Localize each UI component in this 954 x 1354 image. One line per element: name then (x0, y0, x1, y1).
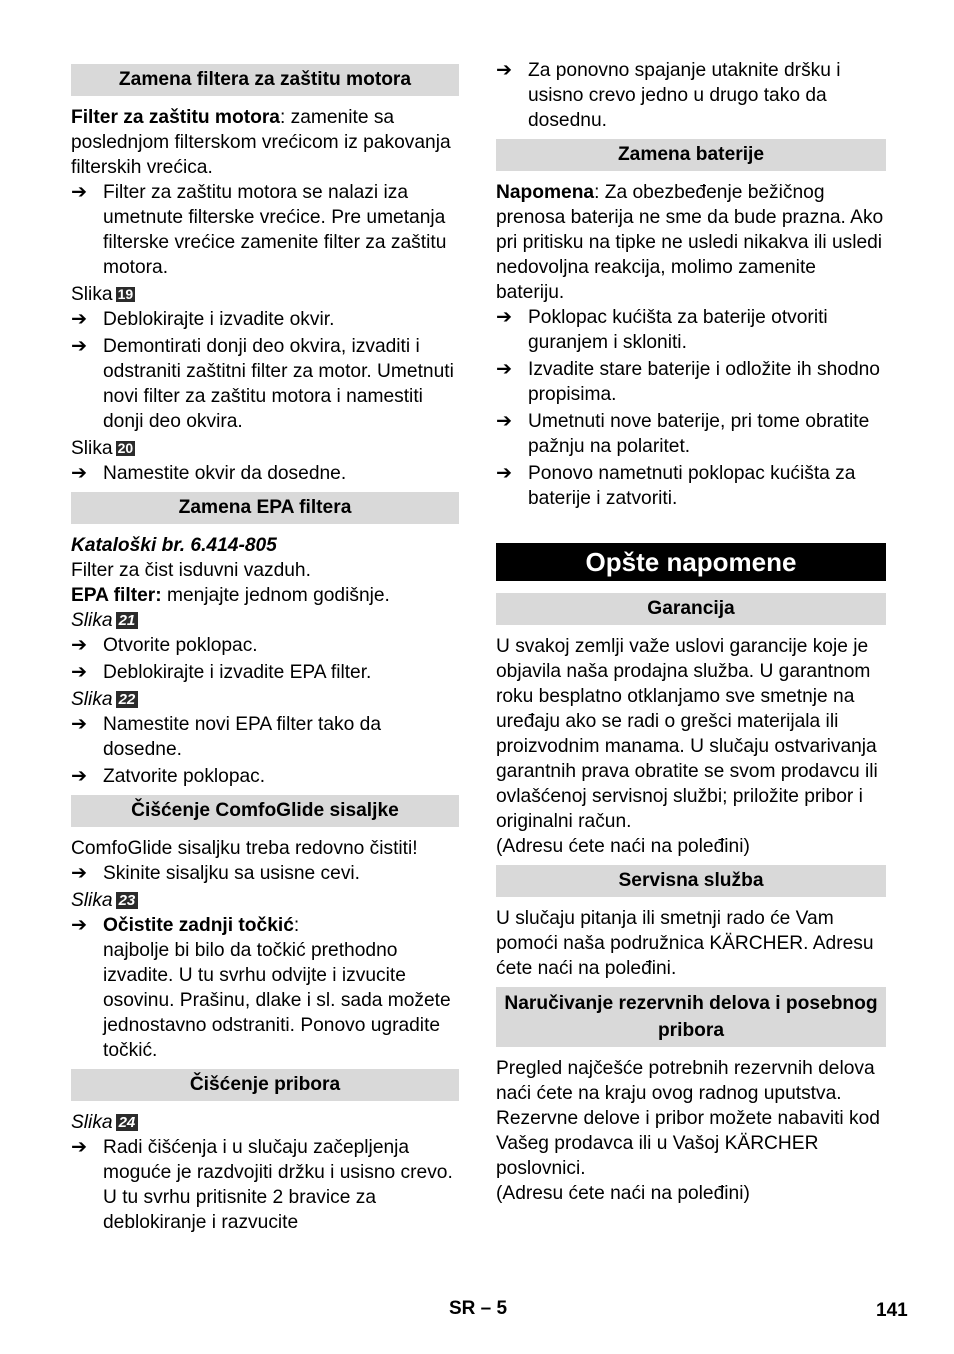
arrow-icon: ➔ (71, 662, 88, 683)
footer-language-page: SR – 5 (449, 1298, 508, 1319)
arrow-icon: ➔ (71, 635, 88, 656)
arrow-icon: ➔ (71, 714, 88, 735)
paragraph: U slučaju pitanja ili smetnji rado će Vam pomoći naša podružnica KÄRCHER. Adresu ćete naći na poleđini. (496, 908, 874, 979)
left-column (71, 58, 459, 1237)
paragraph: EPA filter: menjajte jednom godišnje. (71, 585, 390, 606)
list-item: ➔ Umetnuti nove baterije, pri tome obratite pažnju na polaritet. (496, 411, 870, 457)
list-item: ➔ Skinite sisaljku sa usisne cevi. (71, 863, 361, 884)
figure-number: 23 (116, 892, 139, 909)
paragraph: Napomena: Za obezbeđenje bežičnog prenosa baterija ne sme da bude prazna. Ako pri pritisku na tipke ne usledi nikakva ili usledi nedovoljna reakcija, molimo zamenite bateriju. (496, 182, 884, 303)
list-item: ➔ Radi čišćenja i u slučaju začepljenja moguće je razdvojiti držku i usisno crevo. U tu svrhu pritisnite 2 bravice za deblokiranje i razvucite (71, 1137, 453, 1233)
figure-number: 21 (116, 612, 139, 629)
paragraph: Filter za čist isduvni vazduh. (71, 560, 311, 581)
figure-number: 22 (116, 691, 139, 708)
footer-page-number: 141 (876, 1300, 908, 1321)
arrow-icon: ➔ (496, 463, 513, 484)
heading-battery: Zamena baterije (496, 139, 886, 171)
arrow-icon: ➔ (71, 915, 88, 936)
list-item: ➔ Za ponovno spajanje utaknite dršku i usisno crevo jedno u drugo tako da dosednu. (496, 60, 841, 131)
heading-service: Servisna služba (496, 865, 886, 897)
section-title-general-notes: Opšte napomene (496, 543, 886, 581)
arrow-icon: ➔ (71, 863, 88, 884)
heading-epa-filter: Zamena EPA filtera (71, 492, 459, 524)
paragraph: Pregled najčešće potrebnih rezervnih delova naći ćete na kraju ovog radnog uputstva. (496, 1058, 875, 1104)
list-item: ➔ Poklopac kućišta za baterije otvoriti guranjem i skloniti. (496, 307, 828, 353)
arrow-icon: ➔ (496, 411, 513, 432)
catalog-number: Kataloški br. 6.414-805 (71, 535, 277, 556)
paragraph: ComfoGlide sisaljku treba redovno čistiti! (71, 838, 418, 859)
arrow-icon: ➔ (496, 359, 513, 380)
arrow-icon: ➔ (71, 463, 88, 484)
list-item: ➔ Namestite okvir da dosedne. (71, 463, 347, 484)
arrow-icon: ➔ (71, 309, 88, 330)
figure-ref: Slika 23 (71, 888, 459, 913)
arrow-icon: ➔ (496, 60, 513, 81)
figure-number: 20 (117, 440, 134, 456)
figure-ref: Slika 19 (71, 284, 134, 305)
paragraph: Filter za zaštitu motora: zamenite sa poslednjom filterskom vrećicom iz pakovanja filterskih vrećica. (71, 107, 451, 178)
arrow-icon: ➔ (71, 766, 88, 787)
arrow-icon: ➔ (71, 1137, 88, 1158)
list-item: ➔ Deblokirajte i izvadite EPA filter. (71, 662, 372, 683)
arrow-icon: ➔ (71, 182, 88, 203)
arrow-icon: ➔ (496, 307, 513, 328)
list-item: ➔ Otvorite poklopac. (71, 635, 258, 656)
list-item: ➔ Demontirati donji deo okvira, izvaditi i odstraniti zaštitni filter za motor. Umetnuti novi filter za zaštitu motora i namestiti donji deo okvira. (71, 336, 454, 432)
list-item: ➔ Očistite zadnji točkić: najbolje bi bilo da točkić prethodno izvadite. U tu svrhu odvijte i izvucite osovinu. Prašinu, dlake i sl. sada možete jednostavno odstraniti. Ponovo ugradite točkić. (71, 915, 451, 1061)
paragraph: (Adresu ćete naći na poleđini) (496, 1183, 750, 1204)
heading-accessory-cleaning: Čišćenje pribora (71, 1069, 459, 1101)
right-column (496, 58, 886, 1206)
list-item: ➔ Izvadite stare baterije i odložite ih shodno propisima. (496, 359, 880, 405)
arrow-icon: ➔ (71, 336, 88, 357)
figure-ref: Slika 24 (71, 1110, 459, 1135)
list-item: ➔ Ponovo nametnuti poklopac kućišta za baterije i zatvoriti. (496, 463, 856, 509)
heading-motor-filter: Zamena filtera za zaštitu motora (71, 64, 459, 96)
figure-ref: Slika 22 (71, 687, 459, 712)
figure-ref: Slika 20 (71, 438, 134, 459)
paragraph: Rezervne delove i pribor možete nabaviti kod Vašeg prodavca ili u Vašoj KÄRCHER poslovnici. (496, 1108, 880, 1179)
paragraph: (Adresu ćete naći na poleđini) (496, 836, 750, 857)
heading-warranty: Garancija (496, 593, 886, 625)
list-item: ➔ Zatvorite poklopac. (71, 766, 266, 787)
paragraph: U svakoj zemlji važe uslovi garancije koje je objavila naša prodajna služba. U garantnom roku besplatno otklanjamo sve smetnje na uređaju ako se radi o grešci materijala ili proizvodnim manama. U slučaju ostvarivanja garantnih prava obratite se svom prodavcu ili ovlašćenoj servisnoj službi; priložite pribor i originalni račun. (496, 636, 878, 832)
figure-number: 19 (117, 286, 134, 302)
heading-spare-parts: Naručivanje rezervnih delova i posebnog pribora (496, 987, 886, 1047)
list-item: ➔ Deblokirajte i izvadite okvir. (71, 309, 335, 330)
figure-ref: Slika 21 (71, 608, 459, 633)
list-item: ➔ Filter za zaštitu motora se nalazi iza umetnute filterske vrećice. Pre umetanja filterske vrećice zamenite filter za zaštitu motora. (71, 182, 447, 278)
heading-comfoglide: Čišćenje ComfoGlide sisaljke (71, 795, 459, 827)
list-item: ➔ Namestite novi EPA filter tako da dosedne. (71, 714, 381, 760)
figure-number: 24 (116, 1114, 139, 1131)
